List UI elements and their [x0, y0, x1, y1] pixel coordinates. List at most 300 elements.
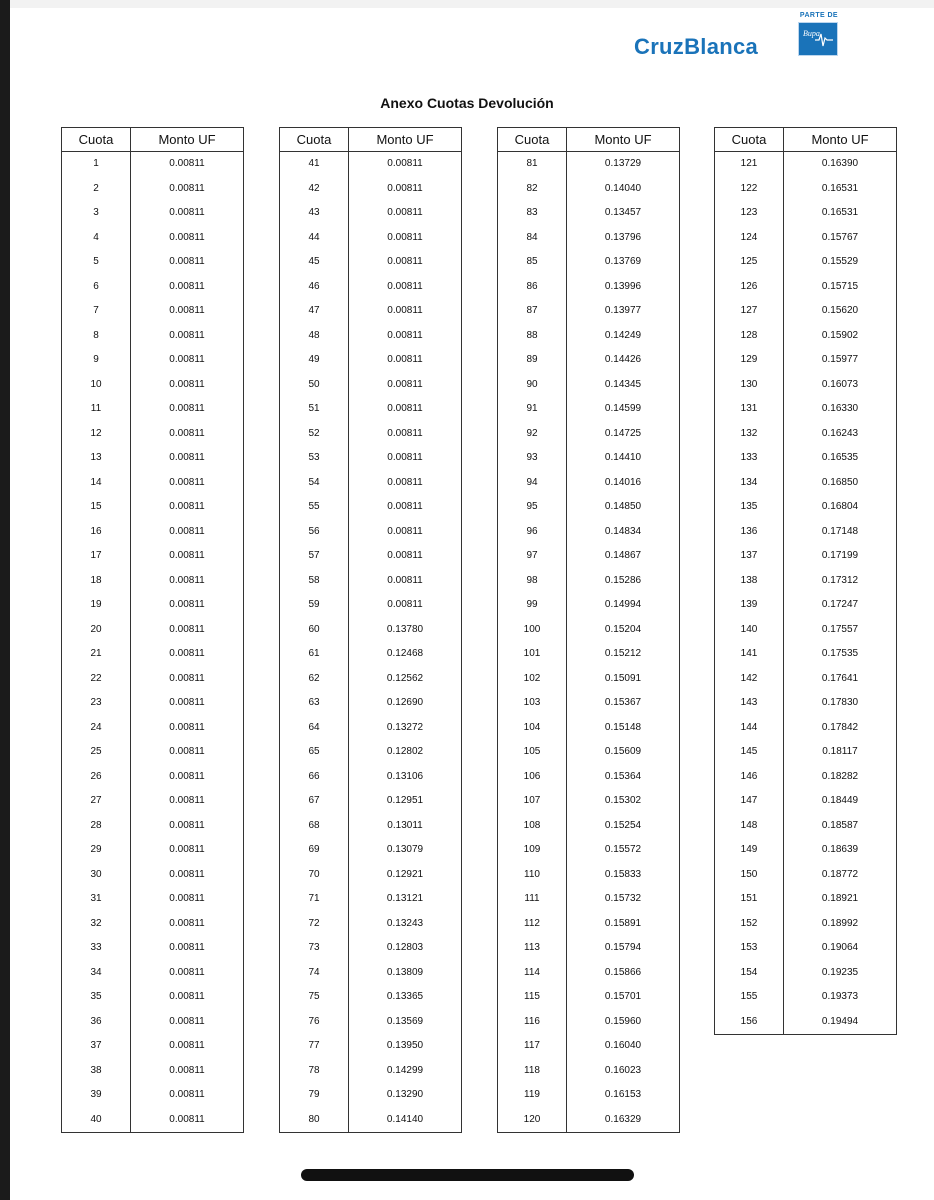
header-monto-uf: Monto UF [784, 128, 897, 152]
monto-uf-cell: 0.15833 [567, 863, 680, 888]
table-row [498, 1034, 680, 1059]
monto-uf-cell: 0.00811 [131, 495, 244, 520]
cuota-cell: 73 [280, 936, 349, 961]
table-row [715, 716, 897, 741]
table-row [498, 667, 680, 692]
table-row [498, 446, 680, 471]
table-row [715, 691, 897, 716]
monto-uf-cell: 0.15620 [784, 299, 897, 324]
monto-uf-cell: 0.15302 [567, 789, 680, 814]
cuota-cell: 51 [280, 397, 349, 422]
table-row [498, 838, 680, 863]
table-row [498, 985, 680, 1010]
monto-uf-cell: 0.14410 [567, 446, 680, 471]
table-row [280, 789, 462, 814]
cuota-cell: 27 [62, 789, 131, 814]
table-row [62, 740, 244, 765]
cuota-cell: 50 [280, 373, 349, 398]
cuota-cell: 100 [498, 618, 567, 643]
monto-uf-cell: 0.15732 [567, 887, 680, 912]
table-row [715, 373, 897, 398]
monto-uf-cell: 0.14249 [567, 324, 680, 349]
cuota-cell: 5 [62, 250, 131, 275]
top-strip [10, 0, 934, 8]
monto-uf-cell: 0.16329 [567, 1108, 680, 1133]
cuota-cell: 62 [280, 667, 349, 692]
table-row [715, 348, 897, 373]
cuota-cell: 107 [498, 789, 567, 814]
cuota-cell: 98 [498, 569, 567, 594]
table-row [280, 324, 462, 349]
monto-uf-cell: 0.13011 [349, 814, 462, 839]
monto-uf-cell: 0.14850 [567, 495, 680, 520]
cuota-cell: 69 [280, 838, 349, 863]
table-row [498, 250, 680, 275]
cuota-cell: 146 [715, 765, 784, 790]
table-row [62, 1083, 244, 1108]
monto-uf-cell: 0.18639 [784, 838, 897, 863]
table-row [280, 1059, 462, 1084]
table-row [62, 250, 244, 275]
monto-uf-cell: 0.18921 [784, 887, 897, 912]
monto-uf-cell: 0.00811 [349, 152, 462, 177]
cuota-cell: 11 [62, 397, 131, 422]
monto-uf-cell: 0.17199 [784, 544, 897, 569]
cuota-cell: 120 [498, 1108, 567, 1133]
cuota-cell: 81 [498, 152, 567, 177]
monto-uf-cell: 0.00811 [131, 765, 244, 790]
monto-uf-cell: 0.15866 [567, 961, 680, 986]
cuota-cell: 70 [280, 863, 349, 888]
cuota-cell: 140 [715, 618, 784, 643]
monto-uf-cell: 0.00811 [349, 569, 462, 594]
table-row [280, 814, 462, 839]
table-row [498, 1010, 680, 1035]
table-row [280, 348, 462, 373]
monto-uf-cell: 0.16531 [784, 201, 897, 226]
monto-uf-cell: 0.13996 [567, 275, 680, 300]
cuota-cell: 86 [498, 275, 567, 300]
cuota-cell: 125 [715, 250, 784, 275]
table-row [62, 1034, 244, 1059]
cuota-cell: 115 [498, 985, 567, 1010]
cuota-cell: 28 [62, 814, 131, 839]
bupa-badge [798, 22, 838, 56]
cuota-cell: 142 [715, 667, 784, 692]
monto-uf-cell: 0.19064 [784, 936, 897, 961]
table-row [498, 1083, 680, 1108]
table-row [280, 299, 462, 324]
cuota-cell: 92 [498, 422, 567, 447]
table-row [280, 373, 462, 398]
cuota-cell: 141 [715, 642, 784, 667]
monto-uf-cell: 0.14426 [567, 348, 680, 373]
monto-uf-cell: 0.16850 [784, 471, 897, 496]
table-row [280, 618, 462, 643]
brand-name: CruzBlanca [634, 34, 759, 59]
monto-uf-cell: 0.19494 [784, 1010, 897, 1035]
monto-uf-cell: 0.18587 [784, 814, 897, 839]
monto-uf-cell: 0.14867 [567, 544, 680, 569]
cuota-cell: 31 [62, 887, 131, 912]
table-row [715, 520, 897, 545]
monto-uf-cell: 0.00811 [131, 299, 244, 324]
monto-uf-cell: 0.15529 [784, 250, 897, 275]
cuota-cell: 149 [715, 838, 784, 863]
monto-uf-cell: 0.00811 [131, 740, 244, 765]
cuota-cell: 145 [715, 740, 784, 765]
table-row [498, 961, 680, 986]
table-row [715, 593, 897, 618]
monto-uf-cell: 0.13729 [567, 152, 680, 177]
table-row [280, 838, 462, 863]
cuota-cell: 143 [715, 691, 784, 716]
cuota-cell: 49 [280, 348, 349, 373]
cuota-cell: 124 [715, 226, 784, 251]
table-row [715, 1010, 897, 1035]
cuotas-table-1 [61, 127, 244, 1133]
table-row [280, 275, 462, 300]
cuota-cell: 74 [280, 961, 349, 986]
monto-uf-cell: 0.13809 [349, 961, 462, 986]
table-row [715, 250, 897, 275]
cuota-cell: 79 [280, 1083, 349, 1108]
table-row [280, 716, 462, 741]
table-row [280, 446, 462, 471]
bupa-badge-text: Bupa [803, 29, 820, 38]
table-row [498, 569, 680, 594]
table-row [498, 348, 680, 373]
cuota-cell: 102 [498, 667, 567, 692]
table-row [498, 177, 680, 202]
cuota-cell: 101 [498, 642, 567, 667]
table-row [498, 887, 680, 912]
monto-uf-cell: 0.00811 [349, 495, 462, 520]
cuota-cell: 93 [498, 446, 567, 471]
table-row [280, 691, 462, 716]
table-row [62, 1010, 244, 1035]
monto-uf-cell: 0.00811 [349, 593, 462, 618]
cuota-cell: 75 [280, 985, 349, 1010]
cuota-cell: 33 [62, 936, 131, 961]
cruzblanca-logo [634, 14, 838, 64]
cuota-cell: 6 [62, 275, 131, 300]
table-row [280, 642, 462, 667]
monto-uf-cell: 0.00811 [131, 250, 244, 275]
monto-uf-cell: 0.15204 [567, 618, 680, 643]
cuota-cell: 23 [62, 691, 131, 716]
monto-uf-cell: 0.14040 [567, 177, 680, 202]
monto-uf-cell: 0.13977 [567, 299, 680, 324]
monto-uf-cell: 0.00811 [349, 544, 462, 569]
table-row [498, 324, 680, 349]
table-row [280, 201, 462, 226]
monto-uf-cell: 0.00811 [131, 177, 244, 202]
table-row [715, 201, 897, 226]
cuota-cell: 135 [715, 495, 784, 520]
cuota-cell: 7 [62, 299, 131, 324]
cuota-cell: 144 [715, 716, 784, 741]
monto-uf-cell: 0.00811 [131, 936, 244, 961]
table-row [715, 471, 897, 496]
monto-uf-cell: 0.00811 [131, 691, 244, 716]
table-row [715, 961, 897, 986]
table-row [280, 397, 462, 422]
monto-uf-cell: 0.16330 [784, 397, 897, 422]
cuota-cell: 117 [498, 1034, 567, 1059]
cuota-cell: 156 [715, 1010, 784, 1035]
table-row [62, 765, 244, 790]
monto-uf-cell: 0.00811 [349, 299, 462, 324]
monto-uf-cell: 0.12562 [349, 667, 462, 692]
table-row [715, 936, 897, 961]
monto-uf-cell: 0.00811 [131, 667, 244, 692]
cuota-cell: 96 [498, 520, 567, 545]
cuota-cell: 10 [62, 373, 131, 398]
cuota-cell: 126 [715, 275, 784, 300]
cuota-cell: 14 [62, 471, 131, 496]
monto-uf-cell: 0.00811 [131, 324, 244, 349]
table-row [62, 618, 244, 643]
monto-uf-cell: 0.00811 [131, 152, 244, 177]
table-row [715, 324, 897, 349]
monto-uf-cell: 0.00811 [131, 544, 244, 569]
cuota-cell: 71 [280, 887, 349, 912]
cuota-cell: 112 [498, 912, 567, 937]
cuota-cell: 65 [280, 740, 349, 765]
monto-uf-cell: 0.17830 [784, 691, 897, 716]
table-row [498, 863, 680, 888]
cuota-cell: 85 [498, 250, 567, 275]
cuota-cell: 21 [62, 642, 131, 667]
cuota-cell: 24 [62, 716, 131, 741]
monto-uf-cell: 0.15701 [567, 985, 680, 1010]
monto-uf-cell: 0.00811 [349, 422, 462, 447]
cuota-cell: 88 [498, 324, 567, 349]
table-row [498, 397, 680, 422]
header-monto-uf: Monto UF [131, 128, 244, 152]
table-row [280, 912, 462, 937]
monto-uf-cell: 0.00811 [131, 201, 244, 226]
monto-uf-cell: 0.00811 [131, 1108, 244, 1133]
cuota-cell: 82 [498, 177, 567, 202]
table-row [715, 863, 897, 888]
table-row [280, 177, 462, 202]
cuota-cell: 134 [715, 471, 784, 496]
monto-uf-cell: 0.13290 [349, 1083, 462, 1108]
monto-uf-cell: 0.18117 [784, 740, 897, 765]
monto-uf-cell: 0.14016 [567, 471, 680, 496]
cuota-cell: 17 [62, 544, 131, 569]
cuota-cell: 1 [62, 152, 131, 177]
monto-uf-cell: 0.15902 [784, 324, 897, 349]
table-row [498, 912, 680, 937]
cuota-cell: 94 [498, 471, 567, 496]
monto-uf-cell: 0.15977 [784, 348, 897, 373]
monto-uf-cell: 0.00811 [131, 912, 244, 937]
monto-uf-cell: 0.00811 [131, 716, 244, 741]
table-row [280, 1034, 462, 1059]
table-row [498, 716, 680, 741]
monto-uf-cell: 0.12468 [349, 642, 462, 667]
monto-uf-cell: 0.00811 [131, 471, 244, 496]
cuota-cell: 59 [280, 593, 349, 618]
cuota-cell: 22 [62, 667, 131, 692]
monto-uf-cell: 0.13272 [349, 716, 462, 741]
cuota-cell: 60 [280, 618, 349, 643]
monto-uf-cell: 0.00811 [349, 446, 462, 471]
monto-uf-cell: 0.15148 [567, 716, 680, 741]
table-row [62, 593, 244, 618]
monto-uf-cell: 0.18282 [784, 765, 897, 790]
monto-uf-cell: 0.18992 [784, 912, 897, 937]
table-row [62, 716, 244, 741]
cuota-cell: 114 [498, 961, 567, 986]
table-row [62, 1059, 244, 1084]
cuota-cell: 26 [62, 765, 131, 790]
table-row [280, 667, 462, 692]
brand-badge-top: PARTE DE [799, 12, 838, 19]
monto-uf-cell: 0.13780 [349, 618, 462, 643]
cuota-cell: 76 [280, 1010, 349, 1035]
monto-uf-cell: 0.13365 [349, 985, 462, 1010]
table-row [498, 593, 680, 618]
table-row [280, 226, 462, 251]
header-monto-uf: Monto UF [349, 128, 462, 152]
table-row [498, 691, 680, 716]
monto-uf-cell: 0.00811 [131, 985, 244, 1010]
cuotas-table-3 [497, 127, 680, 1133]
table-row [280, 593, 462, 618]
monto-uf-cell: 0.00811 [131, 887, 244, 912]
monto-uf-cell: 0.13569 [349, 1010, 462, 1035]
cuota-cell: 63 [280, 691, 349, 716]
header-cuota: Cuota [280, 128, 349, 152]
table-row [715, 495, 897, 520]
table-row [62, 863, 244, 888]
table-row [715, 814, 897, 839]
cuotas-table-2 [279, 127, 462, 1133]
table-row [280, 1010, 462, 1035]
cuota-cell: 58 [280, 569, 349, 594]
monto-uf-cell: 0.13121 [349, 887, 462, 912]
monto-uf-cell: 0.00811 [131, 961, 244, 986]
table-row [498, 226, 680, 251]
cuota-cell: 113 [498, 936, 567, 961]
cuota-cell: 46 [280, 275, 349, 300]
cuota-cell: 2 [62, 177, 131, 202]
cuota-cell: 30 [62, 863, 131, 888]
table-row [280, 1083, 462, 1108]
monto-uf-cell: 0.12803 [349, 936, 462, 961]
monto-uf-cell: 0.00811 [131, 348, 244, 373]
table-row [280, 961, 462, 986]
monto-uf-cell: 0.16535 [784, 446, 897, 471]
header-cuota: Cuota [715, 128, 784, 152]
cuota-cell: 95 [498, 495, 567, 520]
cuota-cell: 55 [280, 495, 349, 520]
cuota-cell: 42 [280, 177, 349, 202]
table-row [280, 495, 462, 520]
monto-uf-cell: 0.00811 [349, 471, 462, 496]
cuota-cell: 61 [280, 642, 349, 667]
monto-uf-cell: 0.00811 [131, 789, 244, 814]
cuota-cell: 67 [280, 789, 349, 814]
table-row [715, 985, 897, 1010]
cuota-cell: 148 [715, 814, 784, 839]
monto-uf-cell: 0.17557 [784, 618, 897, 643]
table-row [715, 422, 897, 447]
monto-uf-cell: 0.17247 [784, 593, 897, 618]
cuota-cell: 118 [498, 1059, 567, 1084]
table-row [62, 495, 244, 520]
table-row [498, 544, 680, 569]
table-row [280, 1108, 462, 1133]
cuota-cell: 48 [280, 324, 349, 349]
cuota-cell: 19 [62, 593, 131, 618]
monto-uf-cell: 0.00811 [131, 373, 244, 398]
cuota-cell: 47 [280, 299, 349, 324]
cuota-cell: 89 [498, 348, 567, 373]
monto-uf-cell: 0.00811 [131, 446, 244, 471]
monto-uf-cell: 0.00811 [131, 397, 244, 422]
monto-uf-cell: 0.00811 [349, 250, 462, 275]
cuota-cell: 45 [280, 250, 349, 275]
monto-uf-cell: 0.13106 [349, 765, 462, 790]
table-row [715, 152, 897, 177]
monto-uf-cell: 0.00811 [131, 814, 244, 839]
table-row [498, 471, 680, 496]
table-row [498, 814, 680, 839]
cuota-cell: 150 [715, 863, 784, 888]
table-row [280, 740, 462, 765]
header-cuota: Cuota [62, 128, 131, 152]
cuota-cell: 123 [715, 201, 784, 226]
table-row [280, 152, 462, 177]
cuota-cell: 16 [62, 520, 131, 545]
monto-uf-cell: 0.16023 [567, 1059, 680, 1084]
table-row [498, 520, 680, 545]
monto-uf-cell: 0.00811 [349, 324, 462, 349]
cuota-cell: 151 [715, 887, 784, 912]
table-row [62, 544, 244, 569]
cuota-cell: 15 [62, 495, 131, 520]
cuota-cell: 105 [498, 740, 567, 765]
cuota-cell: 41 [280, 152, 349, 177]
monto-uf-cell: 0.13243 [349, 912, 462, 937]
monto-uf-cell: 0.17148 [784, 520, 897, 545]
monto-uf-cell: 0.00811 [131, 1034, 244, 1059]
table-row [715, 299, 897, 324]
table-row [280, 863, 462, 888]
monto-uf-cell: 0.00811 [131, 838, 244, 863]
cuota-cell: 43 [280, 201, 349, 226]
cuota-cell: 18 [62, 569, 131, 594]
table-row [62, 985, 244, 1010]
cuota-cell: 54 [280, 471, 349, 496]
cuota-cell: 106 [498, 765, 567, 790]
cuota-cell: 87 [498, 299, 567, 324]
cuota-cell: 78 [280, 1059, 349, 1084]
cuota-cell: 4 [62, 226, 131, 251]
table-row [62, 961, 244, 986]
table-row [62, 569, 244, 594]
table-row [280, 569, 462, 594]
monto-uf-cell: 0.15794 [567, 936, 680, 961]
cuota-cell: 83 [498, 201, 567, 226]
table-row [498, 789, 680, 814]
cuota-cell: 111 [498, 887, 567, 912]
